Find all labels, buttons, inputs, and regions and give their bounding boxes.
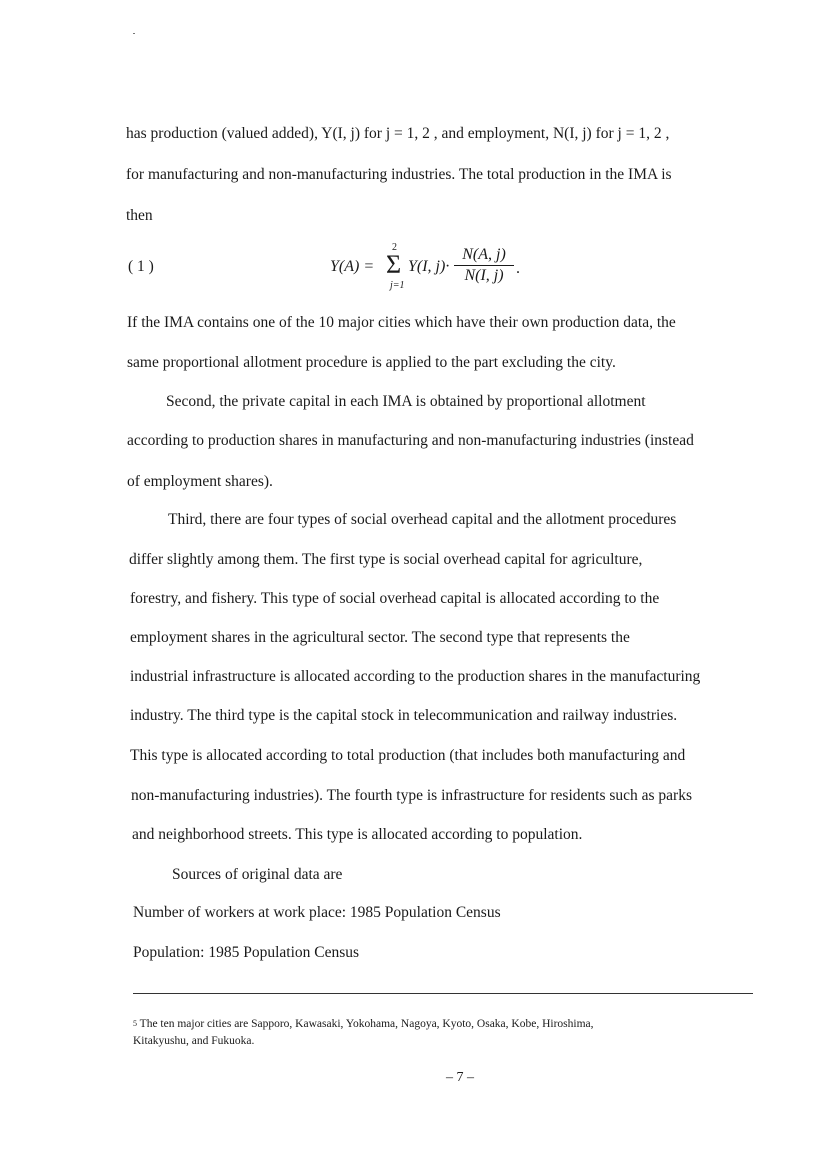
footnote-line-2: Kitakyushu, and Fukuoka. xyxy=(133,1035,255,1047)
body-line-2: for manufacturing and non-manufacturing industries. The total production in the IMA is xyxy=(126,166,672,183)
equation-end: . xyxy=(516,260,520,277)
body-line-9: Third, there are four types of social overhead capital and the allotment procedures xyxy=(168,511,677,528)
body-line-6: Second, the private capital in each IMA is obtained by proportional allotment xyxy=(166,393,646,410)
body-line-16: non-manufacturing industries). The fourth type is infrastructure for residents such as parks xyxy=(131,787,693,804)
body-line-12: employment shares in the agricultural sector. The second type that represents the xyxy=(130,629,630,646)
body-line-17: and neighborhood streets. This type is allocated according to population. xyxy=(132,826,583,843)
footnote-marker: 5 xyxy=(133,1019,137,1028)
equation-term: Y(I, j)· xyxy=(408,258,450,275)
fraction-numerator: N(A, j) xyxy=(462,246,506,263)
body-line-11: forestry, and fishery. This type of social overhead capital is allocated according to the xyxy=(130,590,660,607)
body-line-15: This type is allocated according to total production (that includes both manufacturing and xyxy=(130,747,686,764)
sum-upper-limit: 2 xyxy=(392,242,397,253)
body-line-5: same proportional allotment procedure is applied to the part excluding the city. xyxy=(127,354,616,371)
body-line-1: has production (valued added), Y(I, j) for j = 1, 2 , and employment, N(I, j) for j = 1, 2 , xyxy=(126,125,670,142)
equation-lhs: Y(A) = xyxy=(330,258,375,275)
footnote-text-1: The ten major cities are Sapporo, Kawasaki, Yokohama, Nagoya, Kyoto, Osaka, Kobe, Hiroshima, xyxy=(139,1018,594,1030)
body-line-4: If the IMA contains one of the 10 major cities which have their own production data, the xyxy=(127,314,676,331)
footnote-line-1 xyxy=(133,1016,594,1032)
body-line-19: Number of workers at work place: 1985 Population Census xyxy=(133,904,501,921)
summation-symbol: Σ xyxy=(386,250,402,279)
body-line-7: according to production shares in manufacturing and non-manufacturing industries (instead xyxy=(127,432,694,449)
sum-lower-limit: j=1 xyxy=(390,280,405,291)
body-line-18: Sources of original data are xyxy=(172,866,343,883)
fraction-denominator: N(I, j) xyxy=(464,267,504,284)
body-line-8: of employment shares). xyxy=(127,473,273,490)
body-line-14: industry. The third type is the capital stock in telecommunication and railway industries. xyxy=(130,707,678,724)
equation-label: ( 1 ) xyxy=(128,258,154,275)
page-number: – 7 – xyxy=(446,1070,474,1085)
footnote-rule xyxy=(133,993,753,994)
body-line-3: then xyxy=(126,207,153,224)
body-line-20: Population: 1985 Population Census xyxy=(133,944,360,961)
body-line-10: differ slightly among them. The first type is social overhead capital for agriculture, xyxy=(129,551,643,568)
scan-speck xyxy=(133,33,135,34)
equation-1 xyxy=(330,244,530,294)
body-line-13: industrial infrastructure is allocated according to the production shares in the manufacturing xyxy=(130,668,701,685)
equation-fraction xyxy=(454,246,514,285)
